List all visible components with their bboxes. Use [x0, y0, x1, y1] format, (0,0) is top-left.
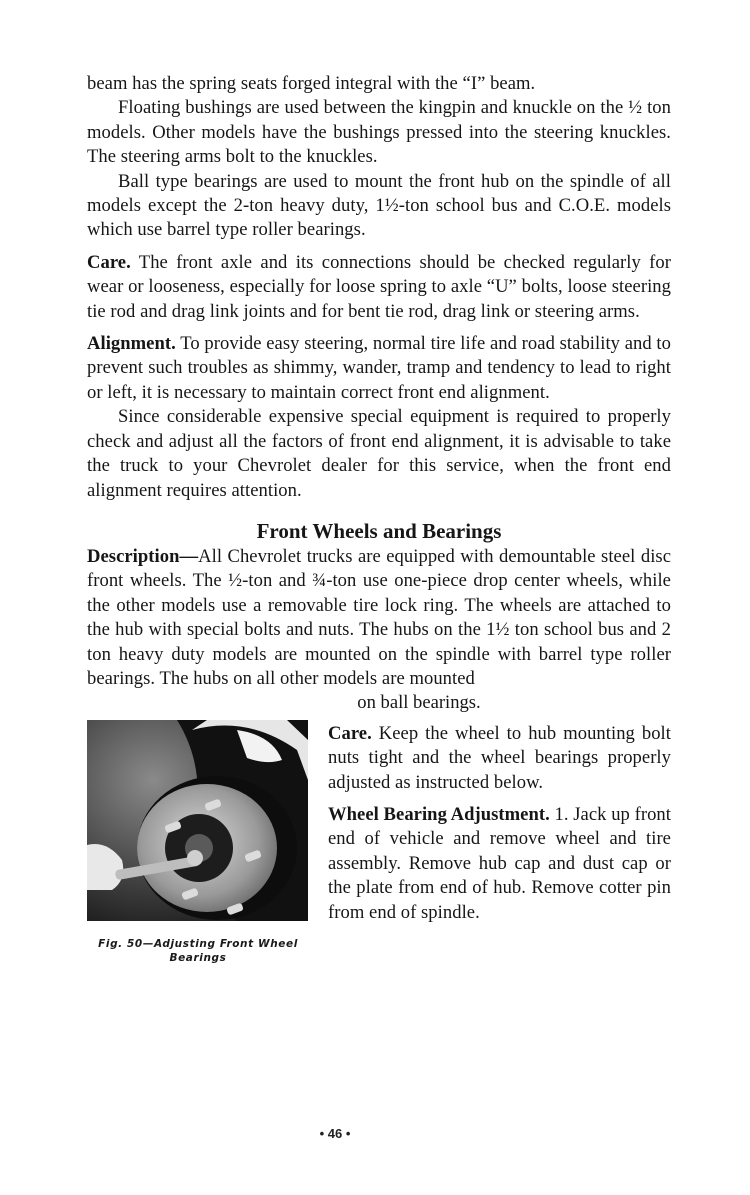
page-number: • 46 • [319, 1126, 351, 1141]
paragraph-floating-bushings [87, 96, 671, 169]
section-heading: Front Wheels and Bearings [256, 518, 502, 543]
paragraph-text: beam has the spring seats forged integral with the “I” beam. [87, 73, 536, 94]
paragraph-continuation [87, 72, 671, 96]
paragraph-axle-care [87, 251, 671, 324]
caption-line: Fig. 50—Adjusting Front Wheel [98, 937, 298, 950]
document-page [87, 72, 671, 976]
run-in-heading-care: Care. [328, 722, 372, 744]
wheel-hub-photo-icon [87, 720, 308, 921]
wheel-hub-photo [87, 720, 308, 921]
paragraph-text: The front axle and its connections should be checked regularly for wear or looseness, especially for loose spring to axle “U” bolts, loose steering tie rod and drag link joints and for bent tie rod, drag link or steering arms. [87, 251, 671, 322]
run-in-heading-alignment: Alignment. [87, 333, 176, 355]
paragraph-text: All Chevrolet trucks are equipped with demountable steel disc front wheels. The ½-ton and ¾-ton use one-piece drop center wheels, while the other models use a removable tire lock ring. The wheels are attached to the hub with special bolts and nuts. The hubs on the 1½ ton school bus and 2 ton heavy duty models are mounted on the spindle with barrel type roller bearings. The hubs on all other models are mounted [87, 545, 671, 689]
run-in-heading-description: Description— [87, 545, 199, 567]
paragraph-ball-bearings [87, 170, 671, 243]
figure-caption [87, 937, 309, 965]
paragraph-text: 1. Jack up front end of vehicle and remove wheel and tire assembly. Remove hub cap and dust cap or the plate from end of hub. Remove cotter pin from end of spindle. [328, 803, 671, 923]
paragraph-text: To provide easy steering, normal tire life and road stability and to prevent such troubles as shimmy, wander, tramp and tendency to lead to right or left, it is necessary to maintain correct front end alignment. [87, 333, 671, 403]
caption-line: Bearings [169, 951, 227, 964]
paragraph-text: Ball type bearings are used to mount the front hub on the spindle of all models except the 2-ton heavy duty, 1½-ton school bus and C.O.E. models which use barrel type roller bearings. [87, 170, 671, 241]
description-tail: on ball bearings. [357, 692, 481, 714]
run-in-heading-adjustment: Wheel Bearing Adjustment. [328, 803, 550, 825]
right-column-text [328, 716, 671, 925]
run-in-heading-care: Care. [87, 251, 131, 273]
paragraph-alignment-service [87, 405, 671, 503]
paragraph-text: Keep the wheel to hub mounting bolt nuts tight and the wheel bearings properly adjusted as instructed below. [328, 722, 671, 793]
paragraph-alignment [87, 332, 671, 405]
figure-and-text-block [87, 716, 671, 976]
paragraph-text: Floating bushings are used between the kingpin and knuckle on the ½ ton models. Other models have the bushings pressed into the steering knuckles. The steering arms bolt to the knuckles. [87, 97, 671, 168]
paragraph-wheel-bearing-adjustment [328, 803, 671, 925]
paragraph-description [87, 545, 671, 691]
paragraph-text: Since considerable expensive special equipment is required to properly check and adjust all the factors of front end alignment, it is advisable to take the truck to your Chevrolet dealer for this service, when the front end alignment requires attention. [87, 406, 671, 501]
paragraph-wheel-care [328, 722, 671, 795]
figure-50 [87, 720, 309, 965]
